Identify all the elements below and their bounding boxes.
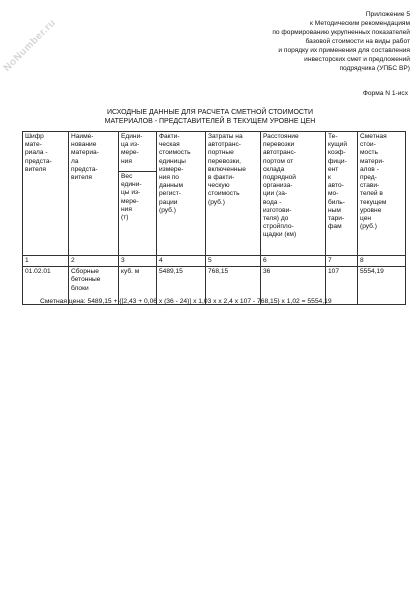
appendix-line: по формированию укрупненных показателей <box>272 29 410 36</box>
cell-name-text: Сборные бетонные блоки <box>71 268 101 292</box>
header-distance <box>261 132 326 256</box>
header-estimated-cost-text: Сметная стои- мость матери- алов - пред- стави- телей в текущем уровне цен (руб.) <box>360 133 387 231</box>
title-line-2: МАТЕРИАЛОВ - ПРЕДСТАВИТЕЛЕЙ В ТЕКУЩЕМ УРОВНЕ ЦЕН <box>104 118 316 125</box>
header-actual-cost <box>157 132 206 256</box>
cell-actual-cost: 5489,15 <box>157 267 206 305</box>
header-coefficient <box>326 132 358 256</box>
cell-estimated-cost: 5554,19 <box>358 267 406 305</box>
header-row <box>23 132 406 256</box>
materials-table <box>22 131 406 305</box>
header-name-text: Наиме- нование материа- ла предста- вителя <box>71 133 99 182</box>
column-number-row <box>23 256 406 267</box>
cell-unit: куб. м <box>119 267 157 305</box>
title-line-1: ИСХОДНЫЕ ДАННЫЕ ДЛЯ РАСЧЕТА СМЕТНОЙ СТОИМОСТИ <box>106 109 314 116</box>
estimate-formula: Сметная цена: 5489,15 + {[2,43 + 0,06 x (36 - 24)] x 1,03 x x 2,4 x 107 - 768,15} x 1,02 = 5554,19 <box>40 298 332 305</box>
appendix-line: подрядчика (УПБС ВР) <box>339 65 410 72</box>
header-estimated-cost <box>358 132 406 256</box>
header-distance-text: Расстояние перевозки автотранс- портом от склада подрядной организа- ции (за- вода - изготови- теля) до стройпло- щадки (км) <box>263 133 299 239</box>
header-unit-text: Едини- ца из- мере- ния <box>119 132 156 172</box>
cell-distance: 36 <box>261 267 326 305</box>
column-number: 2 <box>69 256 119 267</box>
appendix-note <box>150 10 410 73</box>
cell-transport-cost: 768,15 <box>206 267 261 305</box>
header-weight-text: Вес едини- цы из- мере- ния (т) <box>121 173 142 222</box>
column-number: 7 <box>326 256 358 267</box>
header-unit <box>119 132 157 256</box>
appendix-line: и порядку их применения для составления <box>278 47 410 54</box>
header-name <box>69 132 119 256</box>
column-number: 3 <box>119 256 157 267</box>
header-actual-cost-text: Факти- ческая стоимость единицы измере- ния по данным регист- рации (руб.) <box>159 133 191 214</box>
header-coefficient-text: Те- кущий коэф- фици- ент к авто- мо- биль- ным тари- фам <box>328 133 348 231</box>
cell-coefficient: 107 <box>326 267 358 305</box>
column-number: 4 <box>157 256 206 267</box>
form-label: Форма N 1-исх <box>362 90 408 97</box>
header-transport-cost <box>206 132 261 256</box>
column-number: 8 <box>358 256 406 267</box>
header-code-text: Шифр мате- риала - предста- вителя <box>25 133 52 173</box>
document-title <box>60 108 360 126</box>
appendix-line: инвесторских смет и предложений <box>304 56 410 63</box>
column-number: 5 <box>206 256 261 267</box>
appendix-line: к Методическим рекомендациям <box>310 20 410 27</box>
appendix-line: Приложение 5 <box>365 11 410 18</box>
header-transport-cost-text: Затраты на автотранс- портные перевозки, включенные в факти- ческую стоимость (руб.) <box>208 133 246 206</box>
header-code <box>23 132 69 256</box>
appendix-line: базовой стоимости на виды работ <box>305 38 410 45</box>
watermark: NoNumber.ru <box>1 17 59 74</box>
column-number: 6 <box>261 256 326 267</box>
column-number: 1 <box>23 256 69 267</box>
cell-code: 01.02.01 <box>23 267 69 305</box>
